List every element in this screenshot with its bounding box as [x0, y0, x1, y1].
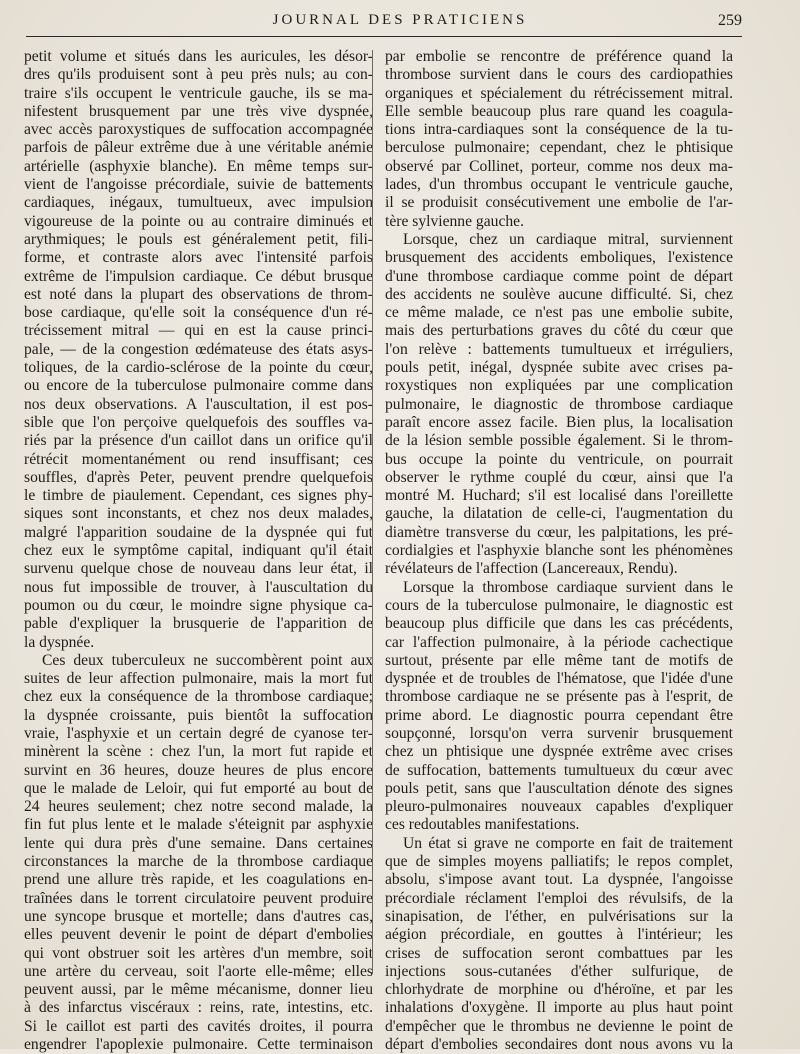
text-line: minèrent la scène : chez l'un, la mort fut rapide et	[24, 743, 373, 761]
text-line: bose cardiaque, qu'elle soit la conséquence d'un ré-	[24, 304, 373, 322]
text-line: crises de suffocation seront combattues par les	[385, 944, 733, 962]
text-line: souffles, d'après Peter, peuvent prendre quelquefois	[24, 468, 373, 486]
page-number: 259	[718, 12, 742, 29]
text-line: berculose pulmonaire; cependant, chez le phtisique	[385, 139, 733, 157]
text-line: Elle semble beaucoup plus rare quand les coagula-	[385, 102, 733, 120]
text-line: survint en 36 heures, douze heures de plus encore	[24, 761, 373, 779]
text-line: pouls petit, sans que l'auscultation dénote des signes	[385, 779, 733, 797]
text-line: extrême de l'impulsion cardiaque. Ce début brusque	[24, 267, 373, 285]
text-line: petit volume et situés dans les auricules, les désor-	[24, 48, 373, 65]
text-line: organiques et spécialement du rétrécissement mitral.	[385, 84, 733, 102]
column-divider	[372, 50, 373, 974]
text-line: malgré l'apparition soudaine de la dyspnée qui fut	[24, 523, 373, 541]
text-line: nifestent brusquement par une très vive dyspnée,	[24, 102, 373, 120]
text-line: elles peuvent devenir le point de départ d'embolies	[24, 926, 373, 944]
text-line: rétrécit momentanément ou rend insuffisant; ces	[24, 450, 373, 468]
text-line: Ces deux tuberculeux ne succombèrent point aux	[42, 651, 373, 669]
header-rule	[26, 36, 742, 37]
text-line: parfois de pâleur extrême due à une véritable anémie	[24, 139, 373, 157]
text-line: nos deux observations. A l'auscultation, il est pos-	[24, 395, 373, 413]
text-line: 24 heures seulement; chez notre second malade, la	[24, 798, 373, 816]
text-line: pouls petit, inégal, dyspnée subite avec crises pa-	[385, 359, 733, 377]
text-line: toliques, de la cardio-sclérose de la pointe du cœur,	[24, 359, 373, 377]
text-line: inhalations d'oxygène. Il importe au plus haut point	[385, 999, 733, 1017]
text-line: tère sylvienne gauche.	[385, 212, 524, 230]
text-line: une artère du cerveau, soit l'aorte elle-même; elles	[24, 962, 373, 980]
text-line: le timbre de piaulement. Cependant, ces signes phy-	[24, 487, 373, 505]
text-line: à des infarctus viscéraux : reins, rate, intestins, etc.	[24, 999, 373, 1017]
text-line: vient de l'angoisse précordiale, suivie de battements	[24, 176, 373, 194]
text-line: chez un phtisique une dyspnée extrême avec crises	[385, 743, 733, 761]
text-line: soupçonné, lorsqu'on verra survenir brusquement	[385, 724, 733, 742]
text-line: thrombose cardiaque ne se présente pas à l'esprit, de	[385, 688, 733, 706]
text-line: Lorsque, chez un cardiaque mitral, surviennent	[403, 230, 733, 248]
text-line: vigoureuse de la pointe ou au contraire diminués et	[24, 212, 373, 230]
left-column	[24, 48, 373, 1054]
text-line: par embolie se rencontre de préférence quand la	[385, 48, 733, 65]
text-line: poumon ou du cœur, le moindre signe physique ca-	[24, 596, 373, 614]
text-line: sible que l'on perçoive quelquefois des souffles va-	[24, 413, 373, 431]
text-line: pable d'expliquer la brusquerie de l'apparition de	[24, 615, 373, 633]
text-line: il se produisit consécutivement une embolie de l'ar-	[385, 194, 733, 212]
text-line: ce même malade, ce n'est pas une embolie subite,	[385, 304, 733, 322]
text-line: peuvent aussi, par le même mécanisme, donner lieu	[24, 981, 373, 999]
text-line: lades, d'un thrombus occupant le ventricule gauche,	[385, 176, 733, 194]
text-line: de suffocation, battements tumultueux du cœur avec	[385, 761, 733, 779]
text-line: tions intra-cardiaques sont la conséquence de la tu-	[385, 121, 733, 139]
text-line: vraie, l'asphyxie et un certain degré de cyanose ter-	[24, 724, 373, 742]
text-line: forme, et contraste alors avec l'intensité parfois	[24, 249, 373, 267]
text-line: beaucoup plus difficile que dans les cas précédents,	[385, 615, 733, 633]
text-line: d'une thrombose cardiaque comme point de départ	[385, 267, 733, 285]
text-line: cardiaques, inégaux, tumultueux, avec impulsion	[24, 194, 373, 212]
right-column	[385, 48, 733, 1054]
text-line: pulmonaire, le diagnostic de thrombose cardiaque	[385, 395, 733, 413]
text-line: bus occupe la pointe du ventricule, on pourrait	[385, 450, 733, 468]
text-line: engendrer l'apoplexie pulmonaire. Cette terminaison	[24, 1036, 373, 1054]
text-line: révélateurs de l'affection (Lancereaux, Rendu).	[385, 560, 678, 578]
text-line: artérielle (asphyxie blanche). En même temps sur-	[24, 157, 373, 175]
text-line: roxystiques non expliquées par une complication	[385, 377, 733, 395]
text-line: absolu, s'impose avant tout. La dyspnée, l'angoisse	[385, 871, 733, 889]
text-line: que le malade de Leloir, qui fut emporté au bout de	[24, 779, 373, 797]
text-line: observer le rythme couplé du cœur, ainsi que l'a	[385, 468, 733, 486]
running-title: JOURNAL DES PRATICIENS	[272, 12, 528, 28]
text-line: pleuro-pulmonaires nouveaux capables d'expliquer	[385, 798, 733, 816]
text-line: sinapisation, de l'éther, en pulvérisations sur la	[385, 907, 733, 925]
text-line: suites de leur affection pulmonaire, mais la mort fut	[24, 670, 373, 688]
text-line: ces redoutables manifestations.	[385, 816, 580, 834]
text-line: la dyspnée.	[24, 633, 95, 651]
text-line: thrombose survient dans le cours des cardiopathies	[385, 66, 733, 84]
text-line: qui vont obstruer soit les artères d'un membre, soit	[24, 944, 373, 962]
text-line: siques sont inconstants, et chez nos deux malades,	[24, 505, 373, 523]
text-line: arythmiques; le pouls est généralement petit, fili-	[24, 230, 373, 248]
text-line: survenu quelque chose de nouveau dans leur état, il	[24, 560, 373, 578]
text-line: Si le caillot est parti des cavités droites, il pourra	[24, 1017, 373, 1035]
text-line: mais des perturbations graves du côté du cœur que	[385, 322, 733, 340]
text-line: cours de la tuberculose pulmonaire, le diagnostic est	[385, 596, 733, 614]
text-line: surtout, présente par elle même tant de motifs de	[385, 651, 733, 669]
text-line: montré M. Huchard; s'il est localisé dans l'oreillette	[385, 487, 733, 505]
text-line: d'empêcher que le thrombus ne devienne le point de	[385, 1017, 733, 1035]
text-line: traire s'ils occupent le ventricule gauche, ils se ma-	[24, 84, 373, 102]
text-line: prime abord. Le diagnostic pourra cependant être	[385, 706, 733, 724]
text-line: dres qu'ils produisent sont à peu près nuls; au con-	[24, 66, 373, 84]
text-line: aégion précordiale, en gouttes à l'intérieur; les	[385, 926, 733, 944]
text-line: gauche, la dilatation de celle-ci, l'augmentation du	[385, 505, 733, 523]
text-line: nous fut impossible de trouver, à l'auscultation du	[24, 578, 373, 596]
text-line: trécissement mitral — qui en est la cause princi-	[24, 322, 373, 340]
text-line: riés par la présence d'un caillot dans un orifice qu'il	[24, 432, 373, 450]
text-line: chez eux la conséquence de la thrombose cardiaque;	[24, 688, 373, 706]
text-line: la dyspnée croissante, puis bientôt la suffocation	[24, 706, 373, 724]
text-line: brusquement des accidents emboliques, l'existence	[385, 249, 733, 267]
text-line: Un état si grave ne comporte en fait de traitement	[403, 834, 733, 852]
text-line: pale, — de la congestion œdémateuse des états asys-	[24, 340, 373, 358]
text-line: dyspnée et de troubles de l'hématose, que l'idée d'une	[385, 670, 733, 688]
text-line: cordialgies et l'asphyxie blanche sont les phénomènes	[385, 542, 733, 560]
text-line: une syncope brusque et mortelle; dans d'autres cas,	[24, 907, 373, 925]
text-line: observé par Collinet, porteur, comme nos deux ma-	[385, 157, 733, 175]
text-line: chez eux le symptôme capital, indiquant qu'il était	[24, 542, 373, 560]
text-line: que de simples moyens palliatifs; le repos complet,	[385, 853, 733, 871]
text-line: avec accès paroxystiques de suffocation accompagnée	[24, 121, 373, 139]
text-line: ou encore de la tuberculose pulmonaire comme dans	[24, 377, 373, 395]
text-line: précordiale réclament l'emploi des révulsifs, de la	[385, 889, 733, 907]
text-line: de la lésion semble possible également. Si le throm-	[385, 432, 733, 450]
page-header	[22, 8, 778, 34]
text-line: chlorhydrate de morphine ou d'héroïne, et par les	[385, 981, 733, 999]
text-line: paraît encore assez facile. Bien plus, la localisation	[385, 413, 733, 431]
text-line: est noté dans la plupart des observations de throm-	[24, 285, 373, 303]
text-line: des accidents ne soulève aucune difficulté. Si, chez	[385, 285, 733, 303]
text-line: lente qui dura près d'une semaine. Dans certaines	[24, 834, 373, 852]
text-line: circonstances la marche de la thrombose cardiaque	[24, 853, 373, 871]
text-line: car l'affection pulmonaire, à la période cachectique	[385, 633, 733, 651]
text-line: départ d'embolies secondaires dont nous avons vu la	[385, 1036, 733, 1054]
text-line: diamètre transverse du cœur, les palpitations, les pré-	[385, 523, 733, 541]
text-line: fin fut plus lente et le malade s'éteignit par asphyxie	[24, 816, 373, 834]
text-line: l'on relève : battements tumultueux et irréguliers,	[385, 340, 733, 358]
text-line: Lorsque la thrombose cardiaque survient dans le	[403, 578, 733, 596]
text-line: traînées dans le torrent circulatoire peuvent produire	[24, 889, 373, 907]
text-line: injections sous-cutanées d'éther sulfurique, de	[385, 962, 733, 980]
text-line: prend une allure très rapide, et les coagulations en-	[24, 871, 373, 889]
